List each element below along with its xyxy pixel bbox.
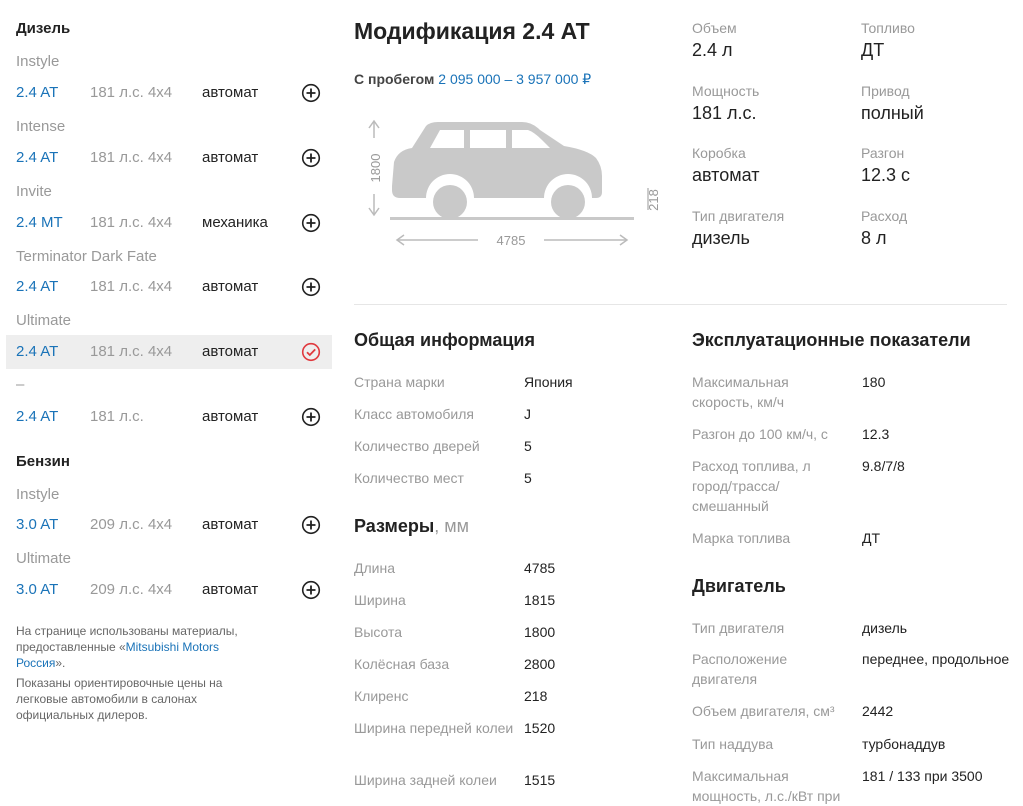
modification-link[interactable]: 2.4 AT (16, 149, 59, 166)
clearance-label: 218 (646, 189, 661, 211)
car-dimensions-diagram (360, 110, 661, 255)
detail-label: Клиренс (354, 688, 409, 704)
detail-label: Расположение двигателя (692, 651, 788, 687)
modification-row[interactable] (6, 141, 332, 175)
spec-volume (692, 20, 737, 61)
modification-transmission: автомат (202, 516, 259, 533)
trim-name: Terminator Dark Fate (16, 248, 157, 265)
dimensions-unit: , мм (434, 516, 469, 536)
spec-label: Мощность (692, 83, 760, 99)
detail-label: Колёсная база (354, 656, 450, 672)
modification-spec: 181 л.с. 4x4 (90, 278, 173, 295)
detail-value: 1520 (524, 720, 556, 736)
dimensions-title (354, 516, 469, 537)
add-compare-icon[interactable] (301, 580, 321, 600)
detail-label: Ширина (354, 592, 406, 608)
modifications-sidebar (0, 0, 340, 801)
detail-label: Максимальная мощность, л.с./кВт при (692, 768, 841, 804)
spec-value: 8 л (861, 228, 887, 248)
dimensions-title-text: Размеры (354, 516, 435, 536)
spec-consumption (861, 208, 907, 249)
modification-link[interactable]: 2.4 MT (16, 214, 63, 231)
group-title-diesel: Дизель (16, 20, 71, 37)
detail-value: 2442 (862, 703, 894, 719)
detail-value: переднее, продольное (862, 651, 1010, 667)
modification-link[interactable]: 3.0 AT (16, 581, 59, 598)
source-footnote (16, 623, 261, 671)
spec-value: ДТ (861, 40, 885, 60)
spec-value: 2.4 л (692, 40, 733, 60)
modification-row[interactable] (6, 400, 332, 434)
detail-value: 1800 (524, 624, 556, 640)
detail-value: J (524, 406, 531, 422)
detail-value: 1815 (524, 592, 556, 608)
modification-link[interactable]: 2.4 AT (16, 408, 59, 425)
spec-acceleration (861, 145, 910, 186)
detail-label: Объем двигателя, см³ (692, 703, 835, 719)
detail-label: Высота (354, 624, 403, 640)
spec-label: Объем (692, 20, 737, 36)
spec-fuel (861, 20, 915, 61)
modification-transmission: автомат (202, 84, 259, 101)
price-disclaimer: Показаны ориентировочные цены на легковые автомобили в салонах официальных дилеров. (16, 676, 223, 722)
spec-power (692, 83, 759, 124)
used-price (354, 71, 591, 88)
spec-label: Разгон (861, 145, 905, 161)
modification-transmission: автомат (202, 581, 259, 598)
spec-label: Топливо (861, 20, 915, 36)
detail-value: 12.3 (862, 426, 890, 442)
modification-transmission: автомат (202, 343, 259, 360)
detail-value: 181 / 133 при 3500 (862, 768, 983, 784)
detail-label: Количество дверей (354, 438, 480, 454)
modification-row[interactable] (6, 206, 332, 240)
spec-value: дизель (692, 228, 750, 248)
modification-transmission: механика (202, 214, 268, 231)
detail-label: Тип двигателя (692, 620, 785, 636)
modification-row-selected[interactable] (6, 335, 332, 369)
trim-name: Ultimate (16, 550, 72, 567)
detail-value: ДТ (862, 530, 881, 546)
detail-value: 5 (524, 438, 532, 454)
rear-wheel (551, 185, 585, 219)
add-compare-icon[interactable] (301, 515, 321, 535)
detail-label: Разгон до 100 км/ч, с (692, 426, 828, 442)
trim-name: – (16, 376, 25, 393)
modification-spec: 209 л.с. 4x4 (90, 516, 173, 533)
modification-transmission: автомат (202, 278, 259, 295)
detail-label: Ширина передней колеи (354, 720, 514, 736)
footnote-text: ». (55, 656, 66, 670)
spec-label: Коробка (692, 145, 746, 161)
modification-row[interactable] (6, 270, 332, 304)
modification-spec: 181 л.с. 4x4 (90, 149, 173, 166)
detail-label: Количество мест (354, 470, 464, 486)
modification-row[interactable] (6, 508, 332, 542)
mitsubishi-link[interactable]: Mitsubishi Motors Россия (16, 640, 219, 670)
modification-link[interactable]: 2.4 AT (16, 278, 59, 295)
engine-title: Двигатель (692, 576, 786, 596)
used-price-link[interactable]: 2 095 000 – 3 957 000 ₽ (438, 71, 592, 87)
detail-label: Марка топлива (692, 530, 791, 546)
spec-value: полный (861, 103, 924, 123)
spec-label: Привод (861, 83, 910, 99)
general-info-title: Общая информация (354, 330, 535, 350)
spec-label: Тип двигателя (692, 208, 785, 224)
modification-transmission: автомат (202, 408, 259, 425)
modification-row[interactable] (6, 76, 332, 110)
detail-value: турбонаддув (862, 736, 946, 752)
detail-value: 4785 (524, 560, 556, 576)
spec-drive (861, 83, 924, 124)
spec-gearbox (692, 145, 759, 186)
add-compare-icon[interactable] (301, 213, 321, 233)
detail-value: 1515 (524, 772, 556, 788)
page-title: Модификация 2.4 AT (354, 18, 590, 44)
detail-label: Ширина задней колеи (354, 772, 497, 788)
spec-value: 181 л.с. (692, 103, 757, 123)
detail-value: 2800 (524, 656, 556, 672)
trim-name: Instyle (16, 53, 60, 70)
detail-label: Страна марки (354, 374, 445, 390)
modification-spec: 181 л.с. 4x4 (90, 343, 173, 360)
used-price-label: С пробегом (354, 71, 435, 87)
spec-value: автомат (692, 165, 760, 185)
add-compare-icon[interactable] (301, 277, 321, 297)
trim-name: Ultimate (16, 312, 72, 329)
spec-engine-type (692, 208, 784, 249)
length-label: 4785 (496, 233, 526, 248)
modification-spec: 209 л.с. 4x4 (90, 581, 173, 598)
modification-link[interactable]: 3.0 AT (16, 516, 59, 533)
detail-value: Япония (524, 374, 573, 390)
modification-spec: 181 л.с. 4x4 (90, 84, 173, 101)
modification-spec: 181 л.с. 4x4 (90, 214, 173, 231)
modification-link[interactable]: 2.4 AT (16, 343, 59, 360)
front-wheel (433, 185, 467, 219)
modification-link[interactable]: 2.4 AT (16, 84, 59, 101)
spec-value: 12.3 с (861, 165, 911, 185)
check-circle-icon[interactable] (301, 342, 321, 362)
detail-value: 5 (524, 470, 532, 486)
modification-row[interactable] (6, 573, 332, 607)
detail-value: дизель (862, 620, 908, 636)
detail-label: Расход топлива, л город/трасса/смешанный (692, 458, 811, 514)
trim-name: Intense (16, 118, 66, 135)
detail-value: 9.8/7/8 (862, 458, 905, 474)
detail-label: Максимальная скорость, км/ч (692, 374, 789, 410)
detail-label: Тип наддува (692, 736, 774, 752)
trim-name: Instyle (16, 486, 60, 503)
detail-label: Длина (354, 560, 395, 576)
height-label: 1800 (368, 153, 383, 183)
add-compare-icon[interactable] (301, 83, 321, 103)
footnote-text: На странице использованы материалы, предоставленные « (16, 624, 238, 654)
performance-title: Эксплуатационные показатели (692, 330, 971, 350)
spec-label: Расход (861, 208, 908, 224)
detail-value: 180 (862, 374, 886, 390)
modification-transmission: автомат (202, 149, 259, 166)
ground-line (390, 217, 634, 220)
detail-value: 218 (524, 688, 548, 704)
add-compare-icon[interactable] (301, 407, 321, 427)
modification-spec: 181 л.с. (90, 408, 144, 425)
trim-name: Invite (16, 183, 52, 200)
group-title-petrol: Бензин (16, 453, 70, 470)
divider (354, 304, 1007, 305)
add-compare-icon[interactable] (301, 148, 321, 168)
detail-label: Класс автомобиля (354, 406, 474, 422)
